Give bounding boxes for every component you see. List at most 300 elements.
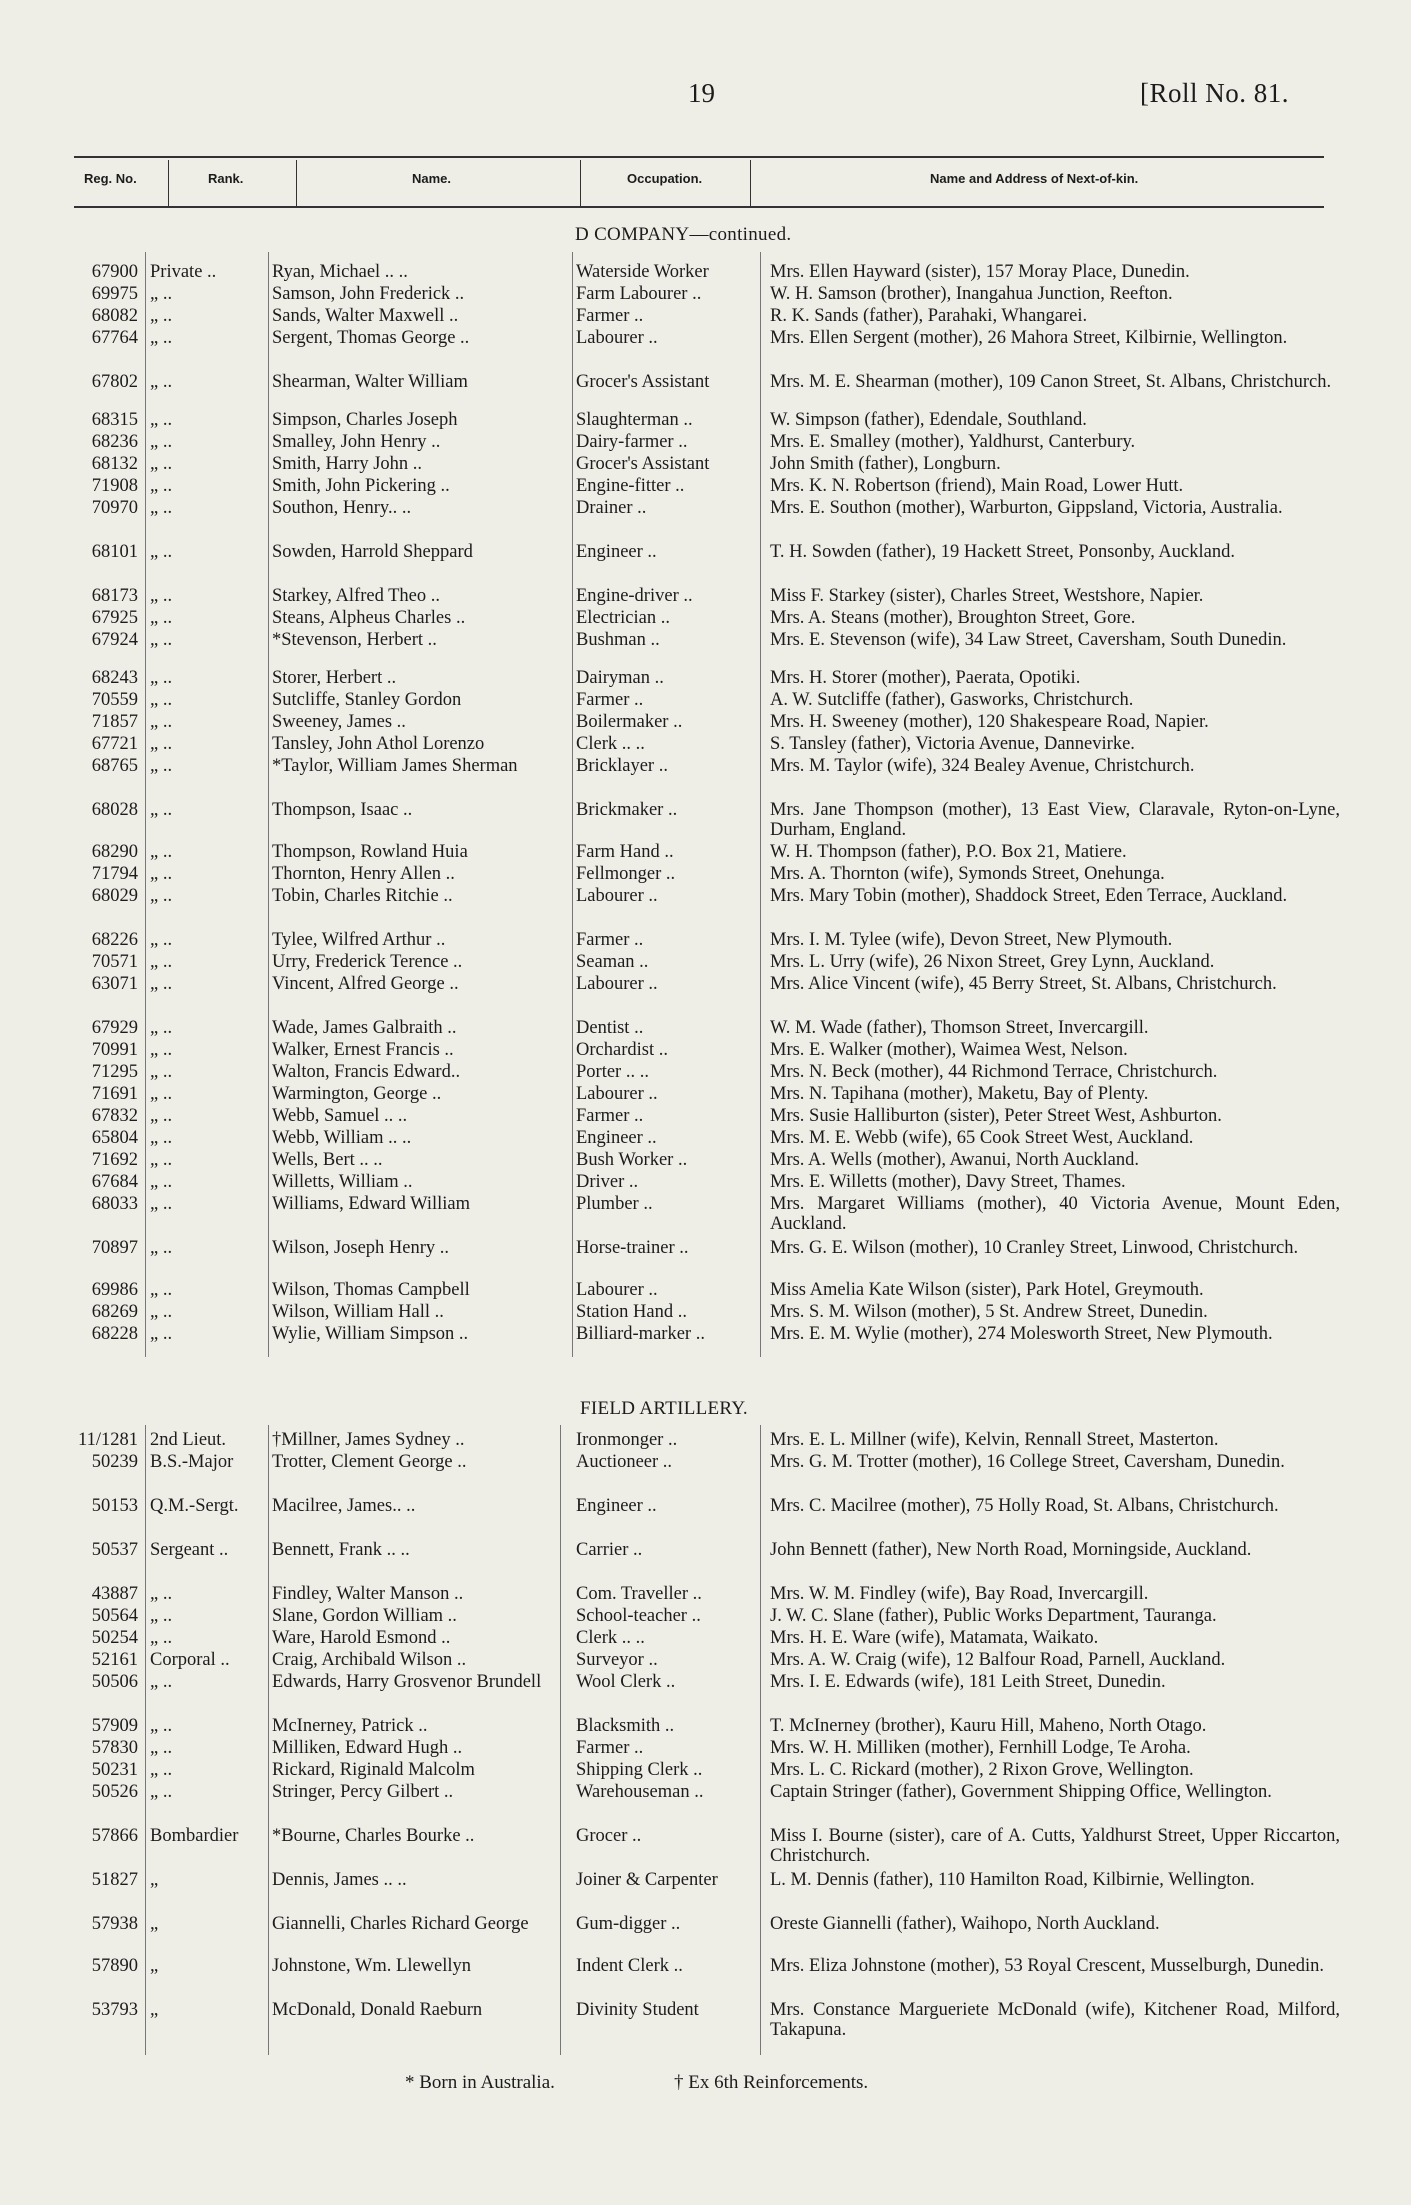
occupation: Farmer ..	[576, 690, 644, 710]
rank: „ ..	[150, 1302, 173, 1322]
rank: „ ..	[150, 1782, 173, 1802]
soldier-name: *Taylor, William James Sherman	[272, 756, 518, 776]
occupation: Grocer ..	[576, 1826, 642, 1846]
next-of-kin: Mrs. H. E. Ware (wife), Matamata, Waikato.	[770, 1628, 1099, 1648]
reg-number: 67929	[91, 1018, 138, 1038]
soldier-name: Thompson, Rowland Huia	[272, 842, 468, 862]
reg-number: 68243	[91, 668, 138, 688]
rank: „ ..	[150, 1716, 173, 1736]
next-of-kin: Mrs. A. W. Craig (wife), 12 Balfour Road, Parnell, Auckland.	[770, 1650, 1226, 1670]
next-of-kin: Mrs. E. L. Millner (wife), Kelvin, Rennall Street, Masterton.	[770, 1430, 1219, 1450]
rank: „	[150, 2000, 159, 2020]
soldier-name: Smalley, John Henry ..	[272, 432, 441, 452]
soldier-name: Findley, Walter Manson ..	[272, 1584, 464, 1604]
rank: „ ..	[150, 284, 173, 304]
reg-number: 68173	[91, 586, 138, 606]
occupation: Joiner & Carpenter	[576, 1870, 718, 1890]
soldier-name: Steans, Alpheus Charles ..	[272, 608, 466, 628]
soldier-name: Williams, Edward William	[272, 1194, 471, 1214]
occupation: Wool Clerk ..	[576, 1672, 676, 1692]
rank: Q.M.-Sergt.	[150, 1496, 239, 1516]
rank: „ ..	[150, 690, 173, 710]
next-of-kin: Mrs. M. Taylor (wife), 324 Bealey Avenue, Christchurch.	[770, 756, 1195, 776]
next-of-kin: T. H. Sowden (father), 19 Hackett Street, Ponsonby, Auckland.	[770, 542, 1235, 562]
soldier-name: Smith, Harry John ..	[272, 454, 423, 474]
column-header-reg-no: Reg. No.	[84, 171, 137, 186]
next-of-kin: Mrs. E. Stevenson (wife), 34 Law Street, Caversham, South Dunedin.	[770, 630, 1287, 650]
reg-number: 68101	[91, 542, 138, 562]
occupation: Plumber ..	[576, 1194, 653, 1214]
rank: „ ..	[150, 864, 173, 884]
reg-number: 68228	[91, 1324, 138, 1344]
next-of-kin: Mrs. L. C. Rickard (mother), 2 Rixon Grove, Wellington.	[770, 1760, 1194, 1780]
reg-number: 68082	[91, 306, 138, 326]
occupation: Carrier ..	[576, 1540, 643, 1560]
soldier-name: Sergent, Thomas George ..	[272, 328, 470, 348]
reg-number: 67684	[91, 1172, 138, 1192]
reg-number: 68236	[91, 432, 138, 452]
rank: „ ..	[150, 1672, 173, 1692]
rank: „ ..	[150, 1238, 173, 1258]
next-of-kin: W. H. Thompson (father), P.O. Box 21, Matiere.	[770, 842, 1127, 862]
reg-number: 70897	[91, 1238, 138, 1258]
reg-number: 53793	[91, 2000, 138, 2020]
next-of-kin: Captain Stringer (father), Government Shipping Office, Wellington.	[770, 1782, 1272, 1802]
rank: „ ..	[150, 410, 173, 430]
next-of-kin: Miss Amelia Kate Wilson (sister), Park Hotel, Greymouth.	[770, 1280, 1204, 1300]
reg-number: 68033	[91, 1194, 138, 1214]
soldier-name: Wylie, William Simpson ..	[272, 1324, 469, 1344]
next-of-kin: S. Tansley (father), Victoria Avenue, Dannevirke.	[770, 734, 1135, 754]
rank: „	[150, 1914, 159, 1934]
reg-number: 50537	[91, 1540, 138, 1560]
next-of-kin: R. K. Sands (father), Parahaki, Whangarei.	[770, 306, 1088, 326]
next-of-kin: Mrs. G. M. Trotter (mother), 16 College Street, Caversham, Dunedin.	[770, 1452, 1285, 1472]
rank: „ ..	[150, 668, 173, 688]
next-of-kin: W. H. Samson (brother), Inangahua Junction, Reefton.	[770, 284, 1173, 304]
next-of-kin: John Bennett (father), New North Road, Morningside, Auckland.	[770, 1540, 1252, 1560]
reg-number: 65804	[91, 1128, 138, 1148]
reg-number: 57866	[91, 1826, 138, 1846]
next-of-kin: Mrs. E. Willetts (mother), Davy Street, Thames.	[770, 1172, 1126, 1192]
soldier-name: *Bourne, Charles Bourke ..	[272, 1826, 475, 1846]
reg-number: 50153	[91, 1496, 138, 1516]
column-line	[760, 1425, 761, 2055]
soldier-name: Bennett, Frank .. ..	[272, 1540, 410, 1560]
next-of-kin: Mrs. M. E. Shearman (mother), 109 Canon Street, St. Albans, Christchurch.	[770, 372, 1332, 392]
rank: Bombardier	[150, 1826, 239, 1846]
occupation: Labourer ..	[576, 328, 658, 348]
column-line	[572, 252, 573, 1357]
reg-number: 69986	[91, 1280, 138, 1300]
soldier-name: Starkey, Alfred Theo ..	[272, 586, 440, 606]
reg-number: 57890	[91, 1956, 138, 1976]
next-of-kin: Mrs. K. N. Robertson (friend), Main Road, Lower Hutt.	[770, 476, 1184, 496]
header-separator	[580, 160, 581, 206]
soldier-name: Trotter, Clement George ..	[272, 1452, 467, 1472]
reg-number: 71691	[91, 1084, 138, 1104]
next-of-kin: Mrs. A. Steans (mother), Broughton Street, Gore.	[770, 608, 1136, 628]
soldier-name: Wade, James Galbraith ..	[272, 1018, 457, 1038]
soldier-name: Sweeney, James ..	[272, 712, 406, 732]
rank: „ ..	[150, 1150, 173, 1170]
reg-number: 51827	[91, 1870, 138, 1890]
rank: „ ..	[150, 1040, 173, 1060]
reg-number: 50239	[91, 1452, 138, 1472]
rank: „ ..	[150, 952, 173, 972]
next-of-kin: Miss F. Starkey (sister), Charles Street, Westshore, Napier.	[770, 586, 1204, 606]
next-of-kin: W. Simpson (father), Edendale, Southland.	[770, 410, 1087, 430]
rank: „ ..	[150, 1324, 173, 1344]
soldier-name: Stringer, Percy Gilbert ..	[272, 1782, 454, 1802]
occupation: Station Hand ..	[576, 1302, 687, 1322]
occupation: Auctioneer ..	[576, 1452, 673, 1472]
rank: „ ..	[150, 1128, 173, 1148]
occupation: Slaughterman ..	[576, 410, 693, 430]
soldier-name: Samson, John Frederick ..	[272, 284, 465, 304]
soldier-name: Shearman, Walter William	[272, 372, 468, 392]
rank: „ ..	[150, 432, 173, 452]
occupation: Grocer's Assistant	[576, 372, 710, 392]
reg-number: 57830	[91, 1738, 138, 1758]
rank: „ ..	[150, 454, 173, 474]
reg-number: 70571	[91, 952, 138, 972]
reg-number: 50564	[91, 1606, 138, 1626]
reg-number: 68290	[91, 842, 138, 862]
soldier-name: Tobin, Charles Ritchie ..	[272, 886, 453, 906]
next-of-kin: John Smith (father), Longburn.	[770, 454, 1001, 474]
next-of-kin: J. W. C. Slane (father), Public Works Department, Tauranga.	[770, 1606, 1217, 1626]
next-of-kin: Mrs. Jane Thompson (mother), 13 East View, Claravale, Ryton-on-Lyne, Durham, England.	[770, 800, 1340, 840]
occupation: Bush Worker ..	[576, 1150, 688, 1170]
rank: „ ..	[150, 734, 173, 754]
next-of-kin: Mrs. Mary Tobin (mother), Shaddock Street, Eden Terrace, Auckland.	[770, 886, 1288, 906]
reg-number: 71908	[91, 476, 138, 496]
soldier-name: Ryan, Michael .. ..	[272, 262, 408, 282]
occupation: Ironmonger ..	[576, 1430, 678, 1450]
column-header-kin: Name and Address of Next-of-kin.	[930, 171, 1139, 186]
rank: „ ..	[150, 1172, 173, 1192]
soldier-name: Webb, William .. ..	[272, 1128, 412, 1148]
next-of-kin: Mrs. I. M. Tylee (wife), Devon Street, New Plymouth.	[770, 930, 1173, 950]
occupation: Farmer ..	[576, 1738, 644, 1758]
column-header-occupation: Occupation.	[627, 171, 703, 186]
reg-number: 11/1281	[78, 1430, 138, 1450]
reg-number: 68132	[91, 454, 138, 474]
soldier-name: Urry, Frederick Terence ..	[272, 952, 463, 972]
occupation: Labourer ..	[576, 974, 658, 994]
soldier-name: Craig, Archibald Wilson ..	[272, 1650, 467, 1670]
footer-note-born: * Born in Australia.	[405, 2072, 555, 2093]
occupation: Farmer ..	[576, 306, 644, 326]
rank: „ ..	[150, 842, 173, 862]
soldier-name: Thompson, Isaac ..	[272, 800, 413, 820]
soldier-name: *Stevenson, Herbert ..	[272, 630, 437, 650]
next-of-kin: Mrs. Ellen Hayward (sister), 157 Moray Place, Dunedin.	[770, 262, 1190, 282]
occupation: Farm Labourer ..	[576, 284, 702, 304]
occupation: Farmer ..	[576, 930, 644, 950]
reg-number: 67925	[91, 608, 138, 628]
reg-number: 57938	[91, 1914, 138, 1934]
column-line	[268, 252, 269, 1357]
soldier-name: Giannelli, Charles Richard George	[272, 1914, 529, 1934]
next-of-kin: Mrs. H. Sweeney (mother), 120 Shakespeare Road, Napier.	[770, 712, 1209, 732]
soldier-name: Smith, John Pickering ..	[272, 476, 450, 496]
header-top-rule	[74, 156, 1324, 158]
soldier-name: Walton, Francis Edward..	[272, 1062, 461, 1082]
next-of-kin: Mrs. N. Tapihana (mother), Maketu, Bay of Plenty.	[770, 1084, 1149, 1104]
rank: „ ..	[150, 1194, 173, 1214]
occupation: Fellmonger ..	[576, 864, 676, 884]
occupation: Engineer ..	[576, 542, 657, 562]
next-of-kin: Mrs. Alice Vincent (wife), 45 Berry Street, St. Albans, Christchurch.	[770, 974, 1277, 994]
page-number: 19	[688, 78, 715, 108]
rank: „ ..	[150, 1628, 173, 1648]
occupation: Indent Clerk ..	[576, 1956, 683, 1976]
soldier-name: Milliken, Edward Hugh ..	[272, 1738, 463, 1758]
reg-number: 71857	[91, 712, 138, 732]
occupation: Clerk .. ..	[576, 1628, 645, 1648]
reg-number: 50231	[91, 1760, 138, 1780]
occupation: Engineer ..	[576, 1496, 657, 1516]
rank: „ ..	[150, 1084, 173, 1104]
rank: „ ..	[150, 1018, 173, 1038]
soldier-name: Slane, Gordon William ..	[272, 1606, 457, 1626]
occupation: Engine-driver ..	[576, 586, 693, 606]
next-of-kin: Mrs. H. Storer (mother), Paerata, Opotiki.	[770, 668, 1081, 688]
reg-number: 68028	[91, 800, 138, 820]
occupation: Grocer's Assistant	[576, 454, 710, 474]
soldier-name: Walker, Ernest Francis ..	[272, 1040, 454, 1060]
next-of-kin: Mrs. A. Wells (mother), Awanui, North Auckland.	[770, 1150, 1139, 1170]
rank: „ ..	[150, 630, 173, 650]
rank: „ ..	[150, 1606, 173, 1626]
roll-label: [Roll No. 81.	[1140, 78, 1290, 108]
rank: „ ..	[150, 542, 173, 562]
next-of-kin: Mrs. S. M. Wilson (mother), 5 St. Andrew Street, Dunedin.	[770, 1302, 1208, 1322]
reg-number: 50254	[91, 1628, 138, 1648]
occupation: Billiard-marker ..	[576, 1324, 705, 1344]
next-of-kin: Mrs. A. Thornton (wife), Symonds Street, Onehunga.	[770, 864, 1165, 884]
occupation: Gum-digger ..	[576, 1914, 681, 1934]
rank: „ ..	[150, 712, 173, 732]
occupation: School-teacher ..	[576, 1606, 701, 1626]
occupation: Seaman ..	[576, 952, 649, 972]
soldier-name: Tansley, John Athol Lorenzo	[272, 734, 485, 754]
occupation: Com. Traveller ..	[576, 1584, 702, 1604]
next-of-kin: Mrs. C. Macilree (mother), 75 Holly Road, St. Albans, Christchurch.	[770, 1496, 1279, 1516]
next-of-kin: Miss I. Bourne (sister), care of A. Cutts, Yaldhurst Street, Upper Riccarton, Christchurch.	[770, 1826, 1340, 1866]
reg-number: 68765	[91, 756, 138, 776]
next-of-kin: A. W. Sutcliffe (father), Gasworks, Christchurch.	[770, 690, 1134, 710]
reg-number: 67832	[91, 1106, 138, 1126]
reg-number: 63071	[91, 974, 138, 994]
occupation: Labourer ..	[576, 886, 658, 906]
reg-number: 71794	[91, 864, 138, 884]
occupation: Dentist ..	[576, 1018, 644, 1038]
soldier-name: Macilree, James.. ..	[272, 1496, 416, 1516]
soldier-name: McDonald, Donald Raeburn	[272, 2000, 483, 2020]
reg-number: 68315	[91, 410, 138, 430]
rank: „ ..	[150, 328, 173, 348]
occupation: Orchardist ..	[576, 1040, 668, 1060]
rank: „ ..	[150, 1106, 173, 1126]
section-title: FIELD ARTILLERY.	[580, 1398, 748, 1419]
soldier-name: Edwards, Harry Grosvenor Brundell	[272, 1672, 542, 1692]
occupation: Horse-trainer ..	[576, 1238, 689, 1258]
rank: „ ..	[150, 372, 173, 392]
next-of-kin: Mrs. M. E. Webb (wife), 65 Cook Street West, Auckland.	[770, 1128, 1194, 1148]
next-of-kin: Mrs. E. M. Wylie (mother), 274 Molesworth Street, New Plymouth.	[770, 1324, 1273, 1344]
reg-number: 71295	[91, 1062, 138, 1082]
column-line	[760, 252, 761, 1357]
rank: „ ..	[150, 974, 173, 994]
reg-number: 71692	[91, 1150, 138, 1170]
next-of-kin: L. M. Dennis (father), 110 Hamilton Road, Kilbirnie, Wellington.	[770, 1870, 1255, 1890]
column-line	[268, 1425, 269, 2055]
rank: Private ..	[150, 262, 217, 282]
rank: „ ..	[150, 930, 173, 950]
rank: „ ..	[150, 886, 173, 906]
reg-number: 52161	[91, 1650, 138, 1670]
rank: „ ..	[150, 1584, 173, 1604]
header-bottom-rule	[74, 206, 1324, 208]
reg-number: 68226	[91, 930, 138, 950]
occupation: Bushman ..	[576, 630, 660, 650]
reg-number: 67802	[91, 372, 138, 392]
section-title: D COMPANY—continued.	[575, 224, 792, 245]
occupation: Clerk .. ..	[576, 734, 645, 754]
next-of-kin: Mrs. Eliza Johnstone (mother), 53 Royal Crescent, Musselburgh, Dunedin.	[770, 1956, 1325, 1976]
occupation: Dairyman ..	[576, 668, 664, 688]
soldier-name: Vincent, Alfred George ..	[272, 974, 459, 994]
next-of-kin: Mrs. Constance Margueriete McDonald (wife), Kitchener Road, Milford, Takapuna.	[770, 2000, 1340, 2040]
occupation: Shipping Clerk ..	[576, 1760, 703, 1780]
next-of-kin: Mrs. N. Beck (mother), 44 Richmond Terrace, Christchurch.	[770, 1062, 1218, 1082]
soldier-name: Tylee, Wilfred Arthur ..	[272, 930, 446, 950]
soldier-name: Rickard, Riginald Malcolm	[272, 1760, 475, 1780]
reg-number: 43887	[91, 1584, 138, 1604]
header-separator	[296, 160, 297, 206]
rank: „ ..	[150, 756, 173, 776]
occupation: Brickmaker ..	[576, 800, 678, 820]
reg-number: 69975	[91, 284, 138, 304]
reg-number: 67900	[91, 262, 138, 282]
reg-number: 57909	[91, 1716, 138, 1736]
occupation: Warehouseman ..	[576, 1782, 704, 1802]
rank: „ ..	[150, 498, 173, 518]
next-of-kin: Mrs. I. E. Edwards (wife), 181 Leith Street, Dunedin.	[770, 1672, 1166, 1692]
soldier-name: Willetts, William ..	[272, 1172, 413, 1192]
next-of-kin: Mrs. Margaret Williams (mother), 40 Victoria Avenue, Mount Eden, Auckland.	[770, 1194, 1340, 1234]
occupation: Boilermaker ..	[576, 712, 683, 732]
occupation: Divinity Student	[576, 2000, 699, 2020]
occupation: Labourer ..	[576, 1084, 658, 1104]
occupation: Blacksmith ..	[576, 1716, 675, 1736]
rank: „ ..	[150, 608, 173, 628]
reg-number: 50526	[91, 1782, 138, 1802]
occupation: Bricklayer ..	[576, 756, 668, 776]
rank: „ ..	[150, 1280, 173, 1300]
rank: „ ..	[150, 476, 173, 496]
next-of-kin: T. McInerney (brother), Kauru Hill, Maheno, North Otago.	[770, 1716, 1207, 1736]
reg-number: 67721	[91, 734, 138, 754]
soldier-name: Sowden, Harrold Sheppard	[272, 542, 473, 562]
occupation: Engine-fitter ..	[576, 476, 685, 496]
soldier-name: Southon, Henry.. ..	[272, 498, 412, 518]
next-of-kin: Mrs. E. Southon (mother), Warburton, Gippsland, Victoria, Australia.	[770, 498, 1283, 518]
soldier-name: Johnstone, Wm. Llewellyn	[272, 1956, 472, 1976]
reg-number: 67924	[91, 630, 138, 650]
column-line	[145, 252, 146, 1357]
soldier-name: Wilson, Joseph Henry ..	[272, 1238, 450, 1258]
rank: Corporal ..	[150, 1650, 230, 1670]
occupation: Labourer ..	[576, 1280, 658, 1300]
next-of-kin: Mrs. W. M. Findley (wife), Bay Road, Invercargill.	[770, 1584, 1149, 1604]
next-of-kin: Mrs. E. Smalley (mother), Yaldhurst, Canterbury.	[770, 432, 1136, 452]
soldier-name: †Millner, James Sydney ..	[272, 1430, 465, 1450]
reg-number: 67764	[91, 328, 138, 348]
next-of-kin: Mrs. Ellen Sergent (mother), 26 Mahora Street, Kilbirnie, Wellington.	[770, 328, 1288, 348]
soldier-name: Ware, Harold Esmond ..	[272, 1628, 451, 1648]
next-of-kin: Mrs. W. H. Milliken (mother), Fernhill Lodge, Te Aroha.	[770, 1738, 1191, 1758]
occupation: Electrician ..	[576, 608, 670, 628]
soldier-name: Wilson, William Hall ..	[272, 1302, 444, 1322]
soldier-name: Dennis, James .. ..	[272, 1870, 407, 1890]
occupation: Porter .. ..	[576, 1062, 649, 1082]
soldier-name: Storer, Herbert ..	[272, 668, 397, 688]
rank: Sergeant ..	[150, 1540, 229, 1560]
soldier-name: Wilson, Thomas Campbell	[272, 1280, 470, 1300]
next-of-kin: Mrs. L. Urry (wife), 26 Nixon Street, Grey Lynn, Auckland.	[770, 952, 1215, 972]
soldier-name: Thornton, Henry Allen ..	[272, 864, 455, 884]
occupation: Dairy-farmer ..	[576, 432, 688, 452]
soldier-name: Warmington, George ..	[272, 1084, 442, 1104]
reg-number: 70559	[91, 690, 138, 710]
next-of-kin: Oreste Giannelli (father), Waihopo, North Auckland.	[770, 1914, 1160, 1934]
soldier-name: McInerney, Patrick ..	[272, 1716, 428, 1736]
reg-number: 68029	[91, 886, 138, 906]
next-of-kin: Mrs. Susie Halliburton (sister), Peter Street West, Ashburton.	[770, 1106, 1222, 1126]
header-separator	[168, 160, 169, 206]
occupation: Surveyor ..	[576, 1650, 658, 1670]
reg-number: 70970	[91, 498, 138, 518]
soldier-name: Sutcliffe, Stanley Gordon	[272, 690, 462, 710]
next-of-kin: Mrs. G. E. Wilson (mother), 10 Cranley Street, Linwood, Christchurch.	[770, 1238, 1299, 1258]
next-of-kin: Mrs. E. Walker (mother), Waimea West, Nelson.	[770, 1040, 1128, 1060]
occupation: Farm Hand ..	[576, 842, 674, 862]
column-header-name: Name.	[412, 171, 452, 186]
soldier-name: Sands, Walter Maxwell ..	[272, 306, 459, 326]
rank: „ ..	[150, 586, 173, 606]
next-of-kin: W. M. Wade (father), Thomson Street, Invercargill.	[770, 1018, 1149, 1038]
occupation: Drainer ..	[576, 498, 647, 518]
column-line	[145, 1425, 146, 2055]
rank: B.S.-Major	[150, 1452, 234, 1472]
rank: „	[150, 1870, 159, 1890]
reg-number: 50506	[91, 1672, 138, 1692]
occupation: Waterside Worker	[576, 262, 709, 282]
rank: „ ..	[150, 306, 173, 326]
reg-number: 70991	[91, 1040, 138, 1060]
soldier-name: Wells, Bert .. ..	[272, 1150, 383, 1170]
occupation: Engineer ..	[576, 1128, 657, 1148]
rank: 2nd Lieut.	[150, 1430, 227, 1450]
soldier-name: Simpson, Charles Joseph	[272, 410, 458, 430]
header-separator	[750, 160, 751, 206]
occupation: Driver ..	[576, 1172, 639, 1192]
rank: „ ..	[150, 1062, 173, 1082]
